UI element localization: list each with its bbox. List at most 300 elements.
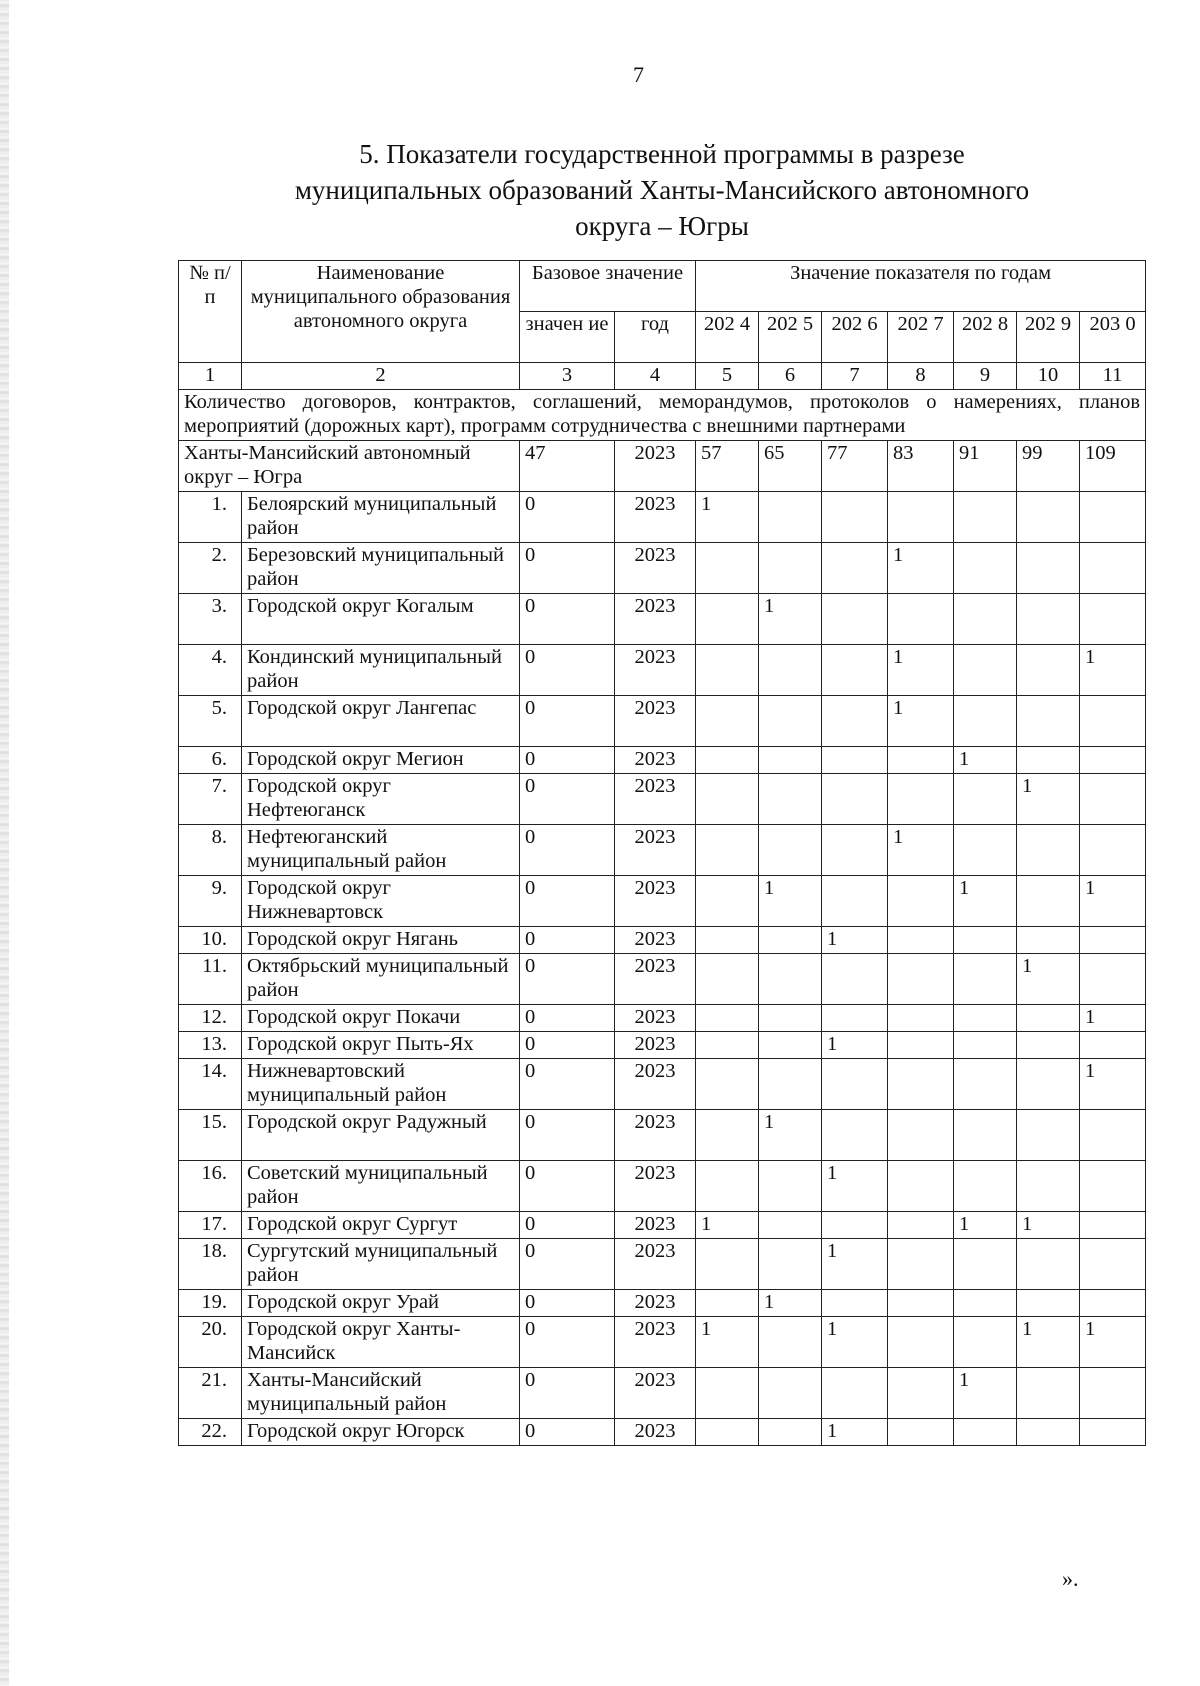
year-value — [954, 1032, 1017, 1059]
year-value — [954, 594, 1017, 645]
year-value — [888, 492, 954, 543]
year-value — [888, 1005, 954, 1032]
municipality-name: Городской округ Когалым — [242, 594, 520, 645]
municipality-name: Городской округ Сургут — [242, 1212, 520, 1239]
row-number: 21. — [179, 1368, 242, 1419]
year-value — [696, 747, 759, 774]
year-value — [759, 747, 822, 774]
page-number: 7 — [633, 62, 644, 87]
year-value — [888, 1032, 954, 1059]
base-year: 2023 — [615, 1005, 696, 1032]
year-value — [822, 543, 888, 594]
year-value — [954, 492, 1017, 543]
municipality-name: Городской округ Ханты-Мансийск — [242, 1317, 520, 1368]
column-number: 11 — [1080, 363, 1146, 390]
base-year: 2023 — [615, 1212, 696, 1239]
year-value: 1 — [1080, 1005, 1146, 1032]
base-value: 0 — [520, 645, 615, 696]
municipality-row — [179, 1005, 1146, 1032]
base-value: 0 — [520, 1290, 615, 1317]
scan-edge — [0, 0, 9, 1686]
year-value — [954, 927, 1017, 954]
base-year: 2023 — [615, 1110, 696, 1161]
base-value: 0 — [520, 696, 615, 747]
column-number: 3 — [520, 363, 615, 390]
base-year: 2023 — [615, 1419, 696, 1446]
municipality-name: Городской округ Пыть-Ях — [242, 1032, 520, 1059]
year-value — [1080, 747, 1146, 774]
year-value: 1 — [954, 1212, 1017, 1239]
title-line: 5. Показатели государственной программы в разрезе — [359, 139, 965, 169]
year-value — [822, 645, 888, 696]
year-value — [759, 1317, 822, 1368]
base-value: 0 — [520, 954, 615, 1005]
row-number: 15. — [179, 1110, 242, 1161]
year-value: 1 — [888, 825, 954, 876]
year-value: 1 — [1080, 1317, 1146, 1368]
year-value — [1017, 696, 1080, 747]
base-year: 2023 — [615, 825, 696, 876]
total-year-value: 57 — [696, 441, 759, 492]
row-number: 6. — [179, 747, 242, 774]
year-value — [696, 825, 759, 876]
year-value — [696, 1032, 759, 1059]
year-value — [759, 1419, 822, 1446]
year-value — [822, 492, 888, 543]
year-value — [759, 645, 822, 696]
row-number: 12. — [179, 1005, 242, 1032]
year-value — [759, 1368, 822, 1419]
year-value — [888, 747, 954, 774]
total-year-value: 77 — [822, 441, 888, 492]
year-value — [1080, 492, 1146, 543]
municipality-name: Березовский муниципальный район — [242, 543, 520, 594]
year-value: 1 — [1080, 645, 1146, 696]
base-year: 2023 — [615, 492, 696, 543]
year-value — [888, 1419, 954, 1446]
municipality-row — [179, 774, 1146, 825]
year-value — [822, 1212, 888, 1239]
year-value: 1 — [888, 543, 954, 594]
base-value: 0 — [520, 1110, 615, 1161]
section-title: Количество договоров, контрактов, соглашений, меморандумов, протоколов о намерениях, планов мероприятий (дорожных карт), программ сотрудничества с внешними партнерами — [179, 390, 1146, 441]
row-number: 16. — [179, 1161, 242, 1212]
year-value — [1017, 825, 1080, 876]
municipality-name: Кондинский муниципальный район — [242, 645, 520, 696]
year-value — [696, 594, 759, 645]
header-year: 203 0 — [1080, 312, 1146, 363]
column-number: 8 — [888, 363, 954, 390]
base-value: 0 — [520, 774, 615, 825]
total-year-value: 83 — [888, 441, 954, 492]
year-value — [822, 1059, 888, 1110]
year-value — [696, 876, 759, 927]
year-value — [759, 1161, 822, 1212]
municipality-name: Нефтеюганский муниципальный район — [242, 825, 520, 876]
year-value: 1 — [1080, 876, 1146, 927]
municipality-row — [179, 492, 1146, 543]
header-year: 202 9 — [1017, 312, 1080, 363]
year-value: 1 — [759, 1290, 822, 1317]
year-value — [759, 1032, 822, 1059]
total-base-year: 2023 — [615, 441, 696, 492]
year-value — [822, 594, 888, 645]
year-value — [1080, 1290, 1146, 1317]
base-year: 2023 — [615, 645, 696, 696]
year-value — [1017, 1110, 1080, 1161]
year-value — [954, 543, 1017, 594]
municipality-name: Городской округ Лангепас — [242, 696, 520, 747]
column-number: 4 — [615, 363, 696, 390]
base-year: 2023 — [615, 876, 696, 927]
municipality-name: Советский муниципальный район — [242, 1161, 520, 1212]
closing-quote: ». — [1062, 1566, 1079, 1591]
year-value — [696, 645, 759, 696]
base-year: 2023 — [615, 1368, 696, 1419]
municipality-row — [179, 747, 1146, 774]
year-value: 1 — [822, 1419, 888, 1446]
year-value — [1080, 1212, 1146, 1239]
year-value — [954, 1059, 1017, 1110]
year-value — [759, 1005, 822, 1032]
column-number: 10 — [1017, 363, 1080, 390]
year-value — [888, 1161, 954, 1212]
year-value — [1017, 1032, 1080, 1059]
year-value: 1 — [1017, 1212, 1080, 1239]
municipality-row — [179, 954, 1146, 1005]
year-value — [696, 1239, 759, 1290]
year-value — [888, 954, 954, 1005]
year-value: 1 — [1080, 1059, 1146, 1110]
year-value — [822, 747, 888, 774]
total-year-value: 109 — [1080, 441, 1146, 492]
year-value — [696, 1161, 759, 1212]
year-value — [1017, 1290, 1080, 1317]
year-value — [888, 927, 954, 954]
total-base-value: 47 — [520, 441, 615, 492]
municipality-row — [179, 1317, 1146, 1368]
year-value — [954, 1005, 1017, 1032]
municipality-row — [179, 927, 1146, 954]
municipality-name: Октябрьский муниципальный район — [242, 954, 520, 1005]
row-number: 17. — [179, 1212, 242, 1239]
base-value: 0 — [520, 1032, 615, 1059]
municipality-row — [179, 1290, 1146, 1317]
header-row — [179, 261, 1146, 312]
municipality-row — [179, 1161, 1146, 1212]
row-number: 13. — [179, 1032, 242, 1059]
municipality-name: Городской округ Нефтеюганск — [242, 774, 520, 825]
municipality-name: Сургутский муниципальный район — [242, 1239, 520, 1290]
row-number: 18. — [179, 1239, 242, 1290]
header-year: 202 4 — [696, 312, 759, 363]
municipality-row — [179, 1059, 1146, 1110]
municipality-name: Белоярский муниципальный район — [242, 492, 520, 543]
year-value — [759, 954, 822, 1005]
year-value — [1080, 1161, 1146, 1212]
base-value: 0 — [520, 1059, 615, 1110]
base-value: 0 — [520, 876, 615, 927]
municipality-name: Городской округ Покачи — [242, 1005, 520, 1032]
base-value: 0 — [520, 543, 615, 594]
column-number: 6 — [759, 363, 822, 390]
year-value: 1 — [888, 696, 954, 747]
header-base-value: значен ие — [520, 312, 615, 363]
base-value: 0 — [520, 1005, 615, 1032]
title-line: округа – Югры — [575, 211, 749, 241]
municipality-row — [179, 645, 1146, 696]
total-name: Ханты-Мансийский автономный округ – Югра — [179, 441, 520, 492]
year-value — [759, 492, 822, 543]
year-value — [1017, 747, 1080, 774]
base-value: 0 — [520, 594, 615, 645]
year-value: 1 — [696, 1212, 759, 1239]
municipality-name: Городской округ Урай — [242, 1290, 520, 1317]
column-number: 5 — [696, 363, 759, 390]
document-title — [262, 136, 1062, 244]
year-value — [759, 1212, 822, 1239]
column-number: 7 — [822, 363, 888, 390]
year-value — [888, 1059, 954, 1110]
year-value — [822, 696, 888, 747]
base-value: 0 — [520, 1419, 615, 1446]
year-value — [696, 696, 759, 747]
municipality-row — [179, 594, 1146, 645]
year-value — [954, 645, 1017, 696]
year-value — [954, 825, 1017, 876]
total-row — [179, 441, 1146, 492]
year-value — [696, 1419, 759, 1446]
column-number: 9 — [954, 363, 1017, 390]
year-value — [696, 954, 759, 1005]
year-value — [822, 954, 888, 1005]
title-line: муниципальных образований Ханты-Мансийского автономного — [294, 175, 1030, 205]
base-value: 0 — [520, 492, 615, 543]
year-value: 1 — [759, 876, 822, 927]
year-value — [1017, 543, 1080, 594]
year-value — [759, 1239, 822, 1290]
header-base: Базовое значение — [520, 261, 696, 312]
year-value: 1 — [759, 594, 822, 645]
year-value — [696, 1290, 759, 1317]
year-value — [759, 543, 822, 594]
year-value — [1017, 1005, 1080, 1032]
base-year: 2023 — [615, 696, 696, 747]
year-value: 1 — [822, 927, 888, 954]
year-value — [1080, 1032, 1146, 1059]
row-number: 1. — [179, 492, 242, 543]
year-value — [954, 1161, 1017, 1212]
year-value: 1 — [822, 1161, 888, 1212]
year-value — [888, 1212, 954, 1239]
year-value — [888, 1239, 954, 1290]
base-value: 0 — [520, 1368, 615, 1419]
section-row — [179, 390, 1146, 441]
municipality-row — [179, 876, 1146, 927]
base-year: 2023 — [615, 747, 696, 774]
year-value — [696, 1110, 759, 1161]
year-value — [954, 1110, 1017, 1161]
year-value — [696, 1059, 759, 1110]
row-number: 4. — [179, 645, 242, 696]
year-value: 1 — [822, 1032, 888, 1059]
year-value — [759, 825, 822, 876]
year-value — [1017, 645, 1080, 696]
year-value — [888, 594, 954, 645]
municipality-name: Городской округ Югорск — [242, 1419, 520, 1446]
year-value — [954, 1317, 1017, 1368]
year-value — [954, 774, 1017, 825]
year-value — [1017, 876, 1080, 927]
year-value — [954, 1239, 1017, 1290]
municipality-name: Городской округ Мегион — [242, 747, 520, 774]
year-value — [1017, 492, 1080, 543]
year-value — [954, 954, 1017, 1005]
base-value: 0 — [520, 825, 615, 876]
base-value: 0 — [520, 1161, 615, 1212]
row-number: 20. — [179, 1317, 242, 1368]
header-number: № п/п — [179, 261, 242, 363]
indicators-table — [178, 260, 1146, 1446]
base-value: 0 — [520, 747, 615, 774]
year-value — [1017, 594, 1080, 645]
year-value: 1 — [1017, 1317, 1080, 1368]
total-year-value: 65 — [759, 441, 822, 492]
row-number: 22. — [179, 1419, 242, 1446]
base-value: 0 — [520, 1212, 615, 1239]
year-value — [888, 1317, 954, 1368]
year-value — [822, 1110, 888, 1161]
year-value — [1017, 1161, 1080, 1212]
year-value — [822, 1290, 888, 1317]
base-year: 2023 — [615, 1161, 696, 1212]
total-year-value: 91 — [954, 441, 1017, 492]
year-value: 1 — [696, 1317, 759, 1368]
row-number: 11. — [179, 954, 242, 1005]
header-year: 202 6 — [822, 312, 888, 363]
header-base-year: год — [615, 312, 696, 363]
column-number: 2 — [242, 363, 520, 390]
municipality-name: Нижневартовский муниципальный район — [242, 1059, 520, 1110]
base-value: 0 — [520, 1239, 615, 1290]
year-value — [888, 1368, 954, 1419]
base-year: 2023 — [615, 543, 696, 594]
header-by-years: Значение показателя по годам — [696, 261, 1146, 312]
year-value — [954, 1419, 1017, 1446]
year-value: 1 — [759, 1110, 822, 1161]
year-value — [888, 1110, 954, 1161]
year-value — [759, 927, 822, 954]
year-value: 1 — [696, 492, 759, 543]
header-name: Наименование муниципального образования автономного округа — [242, 261, 520, 363]
year-value — [822, 1368, 888, 1419]
year-value: 1 — [954, 1368, 1017, 1419]
year-value — [1080, 954, 1146, 1005]
year-value — [1080, 1368, 1146, 1419]
year-value — [696, 1368, 759, 1419]
row-number: 14. — [179, 1059, 242, 1110]
year-value — [759, 1059, 822, 1110]
year-value: 1 — [1017, 774, 1080, 825]
base-year: 2023 — [615, 1317, 696, 1368]
base-year: 2023 — [615, 774, 696, 825]
year-value: 1 — [1017, 954, 1080, 1005]
year-value — [1080, 1239, 1146, 1290]
year-value — [822, 1005, 888, 1032]
year-value: 1 — [888, 645, 954, 696]
base-year: 2023 — [615, 927, 696, 954]
municipality-row — [179, 1239, 1146, 1290]
row-number: 3. — [179, 594, 242, 645]
year-value — [888, 876, 954, 927]
row-number: 2. — [179, 543, 242, 594]
municipality-row — [179, 543, 1146, 594]
municipality-name: Городской округ Нягань — [242, 927, 520, 954]
year-value — [1017, 1059, 1080, 1110]
year-value — [1017, 1368, 1080, 1419]
year-value — [1080, 594, 1146, 645]
year-value — [954, 696, 1017, 747]
header-year: 202 8 — [954, 312, 1017, 363]
year-value — [1017, 1239, 1080, 1290]
year-value — [1080, 1419, 1146, 1446]
municipality-row — [179, 696, 1146, 747]
municipality-row — [179, 1212, 1146, 1239]
header-year: 202 5 — [759, 312, 822, 363]
year-value — [1017, 1419, 1080, 1446]
year-value — [1080, 825, 1146, 876]
municipality-row — [179, 1110, 1146, 1161]
year-value — [888, 1290, 954, 1317]
year-value — [759, 696, 822, 747]
row-number: 7. — [179, 774, 242, 825]
row-number: 9. — [179, 876, 242, 927]
municipality-row — [179, 1419, 1146, 1446]
municipality-row — [179, 1032, 1146, 1059]
year-value — [822, 876, 888, 927]
municipality-name: Ханты-Мансийский муниципальный район — [242, 1368, 520, 1419]
base-year: 2023 — [615, 1032, 696, 1059]
base-year: 2023 — [615, 1059, 696, 1110]
year-value — [1080, 774, 1146, 825]
year-value — [1080, 696, 1146, 747]
base-year: 2023 — [615, 954, 696, 1005]
year-value — [696, 774, 759, 825]
year-value — [954, 1290, 1017, 1317]
row-number: 5. — [179, 696, 242, 747]
year-value — [696, 927, 759, 954]
year-value — [822, 774, 888, 825]
year-value: 1 — [822, 1239, 888, 1290]
base-value: 0 — [520, 927, 615, 954]
year-value: 1 — [954, 876, 1017, 927]
row-number: 19. — [179, 1290, 242, 1317]
year-value — [696, 1005, 759, 1032]
year-value — [696, 543, 759, 594]
municipality-name: Городской округ Радужный — [242, 1110, 520, 1161]
year-value — [759, 774, 822, 825]
total-year-value: 99 — [1017, 441, 1080, 492]
municipality-name: Городской округ Нижневартовск — [242, 876, 520, 927]
base-year: 2023 — [615, 1290, 696, 1317]
column-number: 1 — [179, 363, 242, 390]
year-value — [1080, 927, 1146, 954]
year-value — [1080, 1110, 1146, 1161]
base-year: 2023 — [615, 594, 696, 645]
year-value: 1 — [822, 1317, 888, 1368]
year-value: 1 — [954, 747, 1017, 774]
column-numbers-row — [179, 363, 1146, 390]
